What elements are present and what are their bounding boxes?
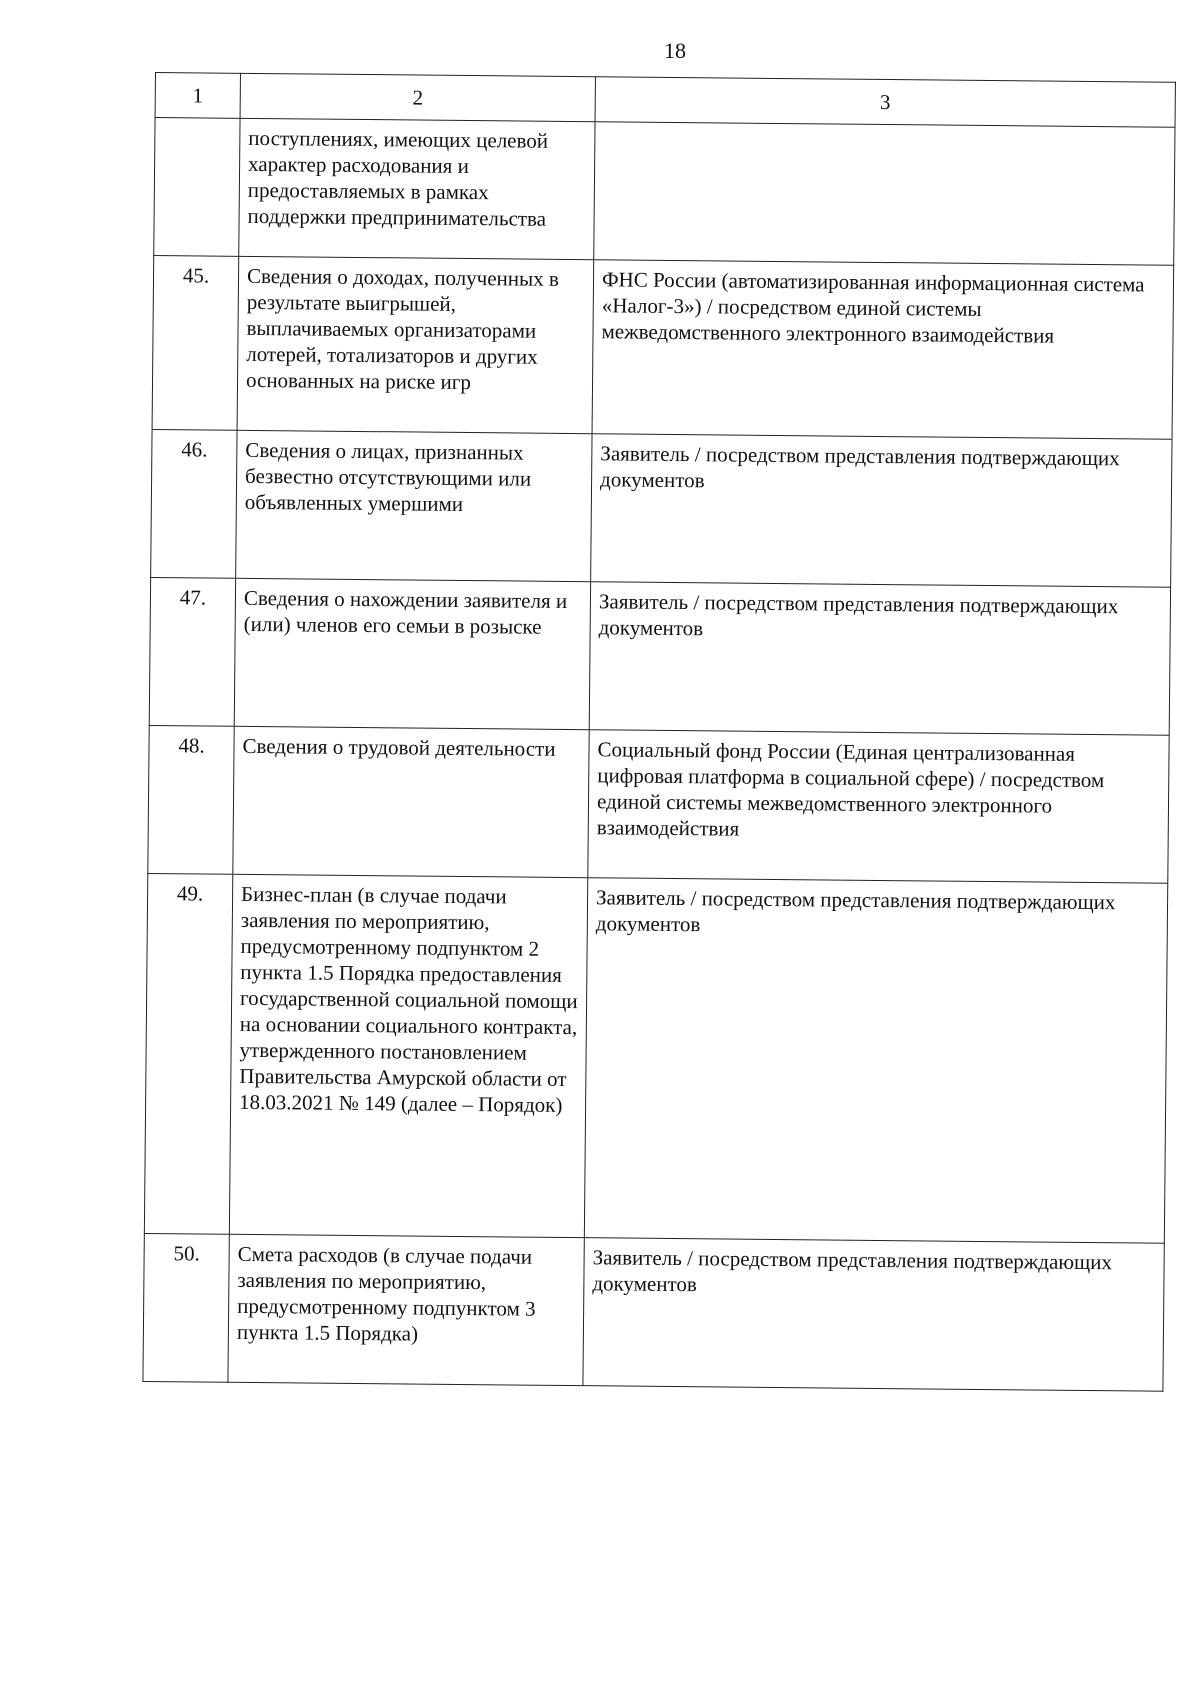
row-source: Заявитель / посредством представления подтверждающих документов xyxy=(583,1238,1164,1392)
row-info: Бизнес-план (в случае подачи заявления по мероприятию, предусмотренному подпунктом 2 пункта 1.5 Порядка предоставления государственной социальной помощи на основании социального контракта, утвержденного постановлением Правительства Амурской области от 18.03.2021 № 149 (далее – Порядок) xyxy=(229,874,587,1237)
row-number: 49. xyxy=(144,873,232,1234)
row-info: поступлениях, имеющих целевой характер расходования и предоставляемых в рамках поддержки предпринимательства xyxy=(239,118,595,259)
documents-table xyxy=(142,72,1176,1392)
row-info: Сведения о лицах, признанных безвестно отсутствующими или объявленных умершими xyxy=(236,430,592,581)
column-header-3: 3 xyxy=(595,77,1175,128)
page-number: 18 xyxy=(664,38,686,63)
row-info: Смета расходов (в случае подачи заявления по мероприятию, предусмотренному подпунктом 3 пункта 1.5 Порядка) xyxy=(228,1234,584,1385)
table-row xyxy=(144,873,1167,1243)
row-source: Социальный фонд России (Единая централизованная цифровая платформа в социальной сфере) / посредством единой системы межведомственного электронного взаимодействия xyxy=(588,730,1169,884)
table-row xyxy=(143,1233,1164,1391)
row-info: Сведения о трудовой деятельности xyxy=(233,726,589,877)
row-source: Заявитель / посредством представления подтверждающих документов xyxy=(584,878,1167,1244)
row-number: 46. xyxy=(151,429,237,578)
row-info: Сведения о доходах, полученных в результате выигрышей, выплачиваемых организаторами лотерей, тотализаторов и других основанных на риске игр xyxy=(237,256,594,433)
column-header-1: 1 xyxy=(155,73,240,119)
row-number: 48. xyxy=(148,725,234,874)
row-source: Заявитель / посредством представления подтверждающих документов xyxy=(589,582,1170,736)
row-source: ФНС России (автоматизированная информационная система «Налог-3») / посредством единой системы межведомственного электронного взаимодействия xyxy=(592,260,1174,440)
column-header-2: 2 xyxy=(240,73,595,121)
row-number: 45. xyxy=(152,255,239,430)
row-source xyxy=(594,122,1175,266)
row-number xyxy=(154,118,240,257)
row-number: 50. xyxy=(143,1233,229,1382)
table-row xyxy=(154,118,1175,266)
row-info: Сведения о нахождении заявителя и (или) членов его семьи в розыске xyxy=(234,578,590,729)
table-row xyxy=(148,725,1169,883)
row-number: 47. xyxy=(149,577,235,726)
table-row xyxy=(151,429,1172,587)
table-row xyxy=(152,255,1174,439)
table-row xyxy=(149,577,1170,735)
row-source: Заявитель / посредством представления подтверждающих документов xyxy=(591,434,1172,588)
